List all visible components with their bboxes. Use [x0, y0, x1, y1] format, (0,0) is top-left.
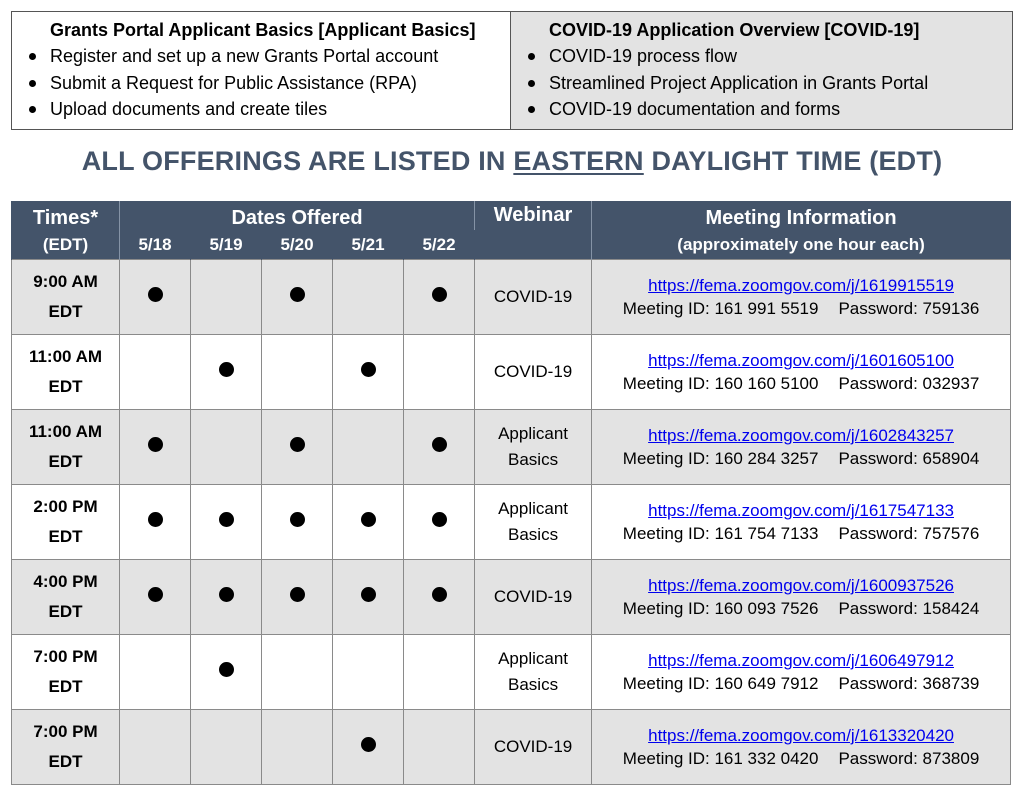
meeting-credentials	[592, 522, 1010, 545]
meeting-info-cell	[592, 635, 1011, 710]
time-cell	[12, 560, 120, 635]
time-label: 11:00 AM	[28, 347, 103, 366]
date-cell	[404, 485, 475, 560]
webinar-label: COVID-19	[493, 287, 573, 306]
offered-bullet-icon	[148, 512, 163, 527]
date-cell	[404, 260, 475, 335]
offered-bullet-icon	[148, 587, 163, 602]
table-row	[12, 710, 1011, 785]
table-header	[12, 201, 1011, 260]
date-cell	[404, 410, 475, 485]
time-label: 7:00 PM	[33, 722, 98, 741]
time-cell	[12, 635, 120, 710]
meeting-link[interactable]: https://fema.zoomgov.com/j/1600937526	[648, 576, 954, 595]
meeting-link[interactable]: https://fema.zoomgov.com/j/1613320420	[648, 726, 954, 745]
offered-bullet-icon	[219, 362, 234, 377]
date-cell	[191, 485, 262, 560]
headline-prefix: ALL OFFERINGS ARE LISTED IN	[81, 146, 514, 176]
time-label: 2:00 PM	[33, 497, 98, 516]
list-item: COVID-19 documentation and forms	[525, 96, 1002, 123]
table-row	[12, 485, 1011, 560]
meeting-link[interactable]: https://fema.zoomgov.com/j/1606497912	[648, 651, 954, 670]
webinar-cell	[475, 485, 592, 560]
time-cell	[12, 410, 120, 485]
meeting-credentials	[592, 672, 1010, 695]
timezone-label: EDT	[48, 452, 83, 471]
table-row	[12, 635, 1011, 710]
meeting-id: Meeting ID: 161 332 0420	[622, 749, 819, 768]
date-cell	[333, 635, 404, 710]
timezone-label: EDT	[48, 302, 83, 321]
applicant-basics-box	[12, 12, 511, 129]
date-cell	[120, 635, 191, 710]
offered-bullet-icon	[290, 512, 305, 527]
webinar-label: Applicant	[498, 499, 569, 518]
offered-bullet-icon	[290, 437, 305, 452]
meeting-password: Password: 032937	[838, 374, 980, 393]
date-cell	[120, 710, 191, 785]
webinar-cell	[475, 635, 592, 710]
offered-bullet-icon	[148, 437, 163, 452]
headline-underlined: EASTERN	[513, 146, 644, 176]
times-subheader: (EDT)	[12, 230, 120, 260]
time-cell	[12, 485, 120, 560]
table-row	[12, 410, 1011, 485]
list-item: COVID-19 process flow	[525, 43, 1002, 70]
overview-panel	[11, 11, 1013, 130]
offered-bullet-icon	[432, 587, 447, 602]
date-cell	[404, 710, 475, 785]
meeting-credentials	[592, 747, 1010, 770]
date-cell	[191, 560, 262, 635]
covid-overview-box	[511, 12, 1012, 129]
applicant-basics-title: Grants Portal Applicant Basics [Applicant Basics]	[50, 20, 476, 40]
time-label: 9:00 AM	[33, 272, 98, 291]
timezone-headline	[0, 146, 1024, 177]
date-cell	[262, 710, 333, 785]
covid-overview-list	[525, 43, 1002, 123]
webinar-cell	[475, 335, 592, 410]
webinar-label: COVID-19	[493, 737, 573, 756]
date-cell	[333, 560, 404, 635]
meeting-info-cell	[592, 485, 1011, 560]
list-item: Submit a Request for Public Assistance (RPA)	[26, 70, 500, 97]
webinar-label: COVID-19	[493, 362, 573, 381]
time-cell	[12, 335, 120, 410]
meeting-credentials	[592, 447, 1010, 470]
date-cell	[333, 335, 404, 410]
date-cell	[262, 260, 333, 335]
webinar-cell	[475, 260, 592, 335]
webinar-label: Applicant	[498, 424, 569, 443]
timezone-label: EDT	[48, 677, 83, 696]
date-cell	[191, 710, 262, 785]
list-item: Register and set up a new Grants Portal account	[26, 43, 500, 70]
timezone-label: EDT	[48, 527, 83, 546]
list-item: Streamlined Project Application in Grants Portal	[525, 70, 1002, 97]
meeting-password: Password: 658904	[838, 449, 980, 468]
webinar-cell	[475, 410, 592, 485]
time-label: 11:00 AM	[28, 422, 103, 441]
meeting-id: Meeting ID: 161 991 5519	[622, 299, 819, 318]
date-header: 5/18	[120, 230, 191, 260]
date-cell	[191, 410, 262, 485]
offered-bullet-icon	[361, 587, 376, 602]
offered-bullet-icon	[219, 512, 234, 527]
meeting-info-cell	[592, 260, 1011, 335]
meeting-password: Password: 873809	[838, 749, 980, 768]
meeting-header: Meeting Information	[592, 201, 1011, 230]
date-cell	[262, 560, 333, 635]
date-cell	[333, 410, 404, 485]
offered-bullet-icon	[219, 587, 234, 602]
date-cell	[191, 260, 262, 335]
offered-bullet-icon	[432, 287, 447, 302]
date-cell	[191, 335, 262, 410]
meeting-password: Password: 757576	[838, 524, 980, 543]
offered-bullet-icon	[290, 287, 305, 302]
dates-header: Dates Offered	[120, 201, 475, 230]
offered-bullet-icon	[219, 662, 234, 677]
date-cell	[404, 335, 475, 410]
meeting-credentials	[592, 297, 1010, 320]
webinar-label: Basics	[508, 450, 559, 469]
offered-bullet-icon	[432, 512, 447, 527]
date-cell	[404, 560, 475, 635]
meeting-id: Meeting ID: 160 160 5100	[622, 374, 819, 393]
date-cell	[120, 260, 191, 335]
date-cell	[333, 710, 404, 785]
date-cell	[120, 485, 191, 560]
webinar-label: Basics	[508, 525, 559, 544]
meeting-id: Meeting ID: 161 754 7133	[622, 524, 819, 543]
date-header: 5/20	[262, 230, 333, 260]
table-body	[12, 260, 1011, 785]
meeting-password: Password: 158424	[838, 599, 980, 618]
meeting-id: Meeting ID: 160 284 3257	[622, 449, 819, 468]
meeting-info-cell	[592, 410, 1011, 485]
date-cell	[333, 260, 404, 335]
webinar-cell	[475, 560, 592, 635]
table-row	[12, 260, 1011, 335]
headline-suffix: DAYLIGHT TIME (EDT)	[643, 146, 943, 176]
date-cell	[262, 485, 333, 560]
webinar-cell	[475, 710, 592, 785]
meeting-id: Meeting ID: 160 649 7912	[622, 674, 819, 693]
timezone-label: EDT	[48, 752, 83, 771]
date-cell	[333, 485, 404, 560]
date-cell	[262, 410, 333, 485]
date-header: 5/21	[333, 230, 404, 260]
meeting-credentials	[592, 372, 1010, 395]
covid-overview-title: COVID-19 Application Overview [COVID-19]	[549, 20, 920, 40]
time-cell	[12, 260, 120, 335]
date-cell	[120, 335, 191, 410]
meeting-link[interactable]: https://fema.zoomgov.com/j/1601605100	[648, 351, 954, 370]
date-header: 5/19	[191, 230, 262, 260]
offered-bullet-icon	[432, 437, 447, 452]
meeting-password: Password: 759136	[838, 299, 980, 318]
webinar-header: Webinar	[475, 201, 592, 260]
meeting-link[interactable]: https://fema.zoomgov.com/j/1602843257	[648, 426, 954, 445]
table-row	[12, 560, 1011, 635]
offered-bullet-icon	[361, 737, 376, 752]
meeting-link[interactable]: https://fema.zoomgov.com/j/1619915519	[648, 276, 954, 295]
meeting-info-cell	[592, 710, 1011, 785]
time-label: 4:00 PM	[33, 572, 98, 591]
date-cell	[191, 635, 262, 710]
date-cell	[262, 335, 333, 410]
timezone-label: EDT	[48, 377, 83, 396]
offered-bullet-icon	[290, 587, 305, 602]
date-header: 5/22	[404, 230, 475, 260]
date-cell	[262, 635, 333, 710]
applicant-basics-list	[26, 43, 500, 123]
date-cell	[120, 410, 191, 485]
table-row	[12, 335, 1011, 410]
meeting-credentials	[592, 597, 1010, 620]
webinar-label: Basics	[508, 675, 559, 694]
meeting-info-cell	[592, 560, 1011, 635]
date-cell	[404, 635, 475, 710]
webinar-label: Applicant	[498, 649, 569, 668]
offered-bullet-icon	[361, 362, 376, 377]
offered-bullet-icon	[361, 512, 376, 527]
meeting-id: Meeting ID: 160 093 7526	[622, 599, 819, 618]
list-item: Upload documents and create tiles	[26, 96, 500, 123]
time-label: 7:00 PM	[33, 647, 98, 666]
webinar-label: COVID-19	[493, 587, 573, 606]
timezone-label: EDT	[48, 602, 83, 621]
time-cell	[12, 710, 120, 785]
date-cell	[120, 560, 191, 635]
meeting-info-cell	[592, 335, 1011, 410]
offered-bullet-icon	[148, 287, 163, 302]
meeting-link[interactable]: https://fema.zoomgov.com/j/1617547133	[648, 501, 954, 520]
schedule-table	[11, 201, 1011, 785]
meeting-password: Password: 368739	[838, 674, 980, 693]
times-header: Times*	[12, 201, 120, 230]
meeting-subheader: (approximately one hour each)	[592, 230, 1011, 260]
